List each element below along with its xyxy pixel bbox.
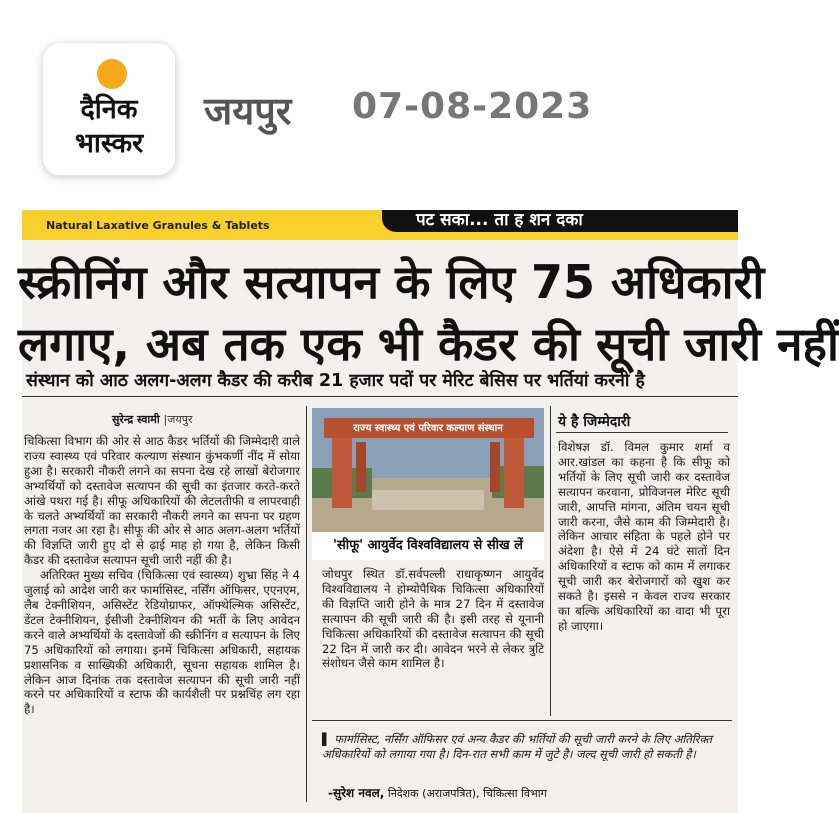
quote-divider [312,720,732,721]
quote-marker-icon: ▌ [322,732,331,746]
body-paragraph-1: चिकित्सा विभाग की ओर से आठ कैडर भर्तियों की जिम्मेदारी वाले राज्य स्वास्थ्य एवं परिवार कल्याण संस्थान कुंभकर्णी नींद में सोया हुआ है। सरकारी नौकरी लगने का सपना देख रहे लाखों बेरोजगार अभ्यर्थियों को दस्तावेज सत्यापन की सूची का इंतजार करते-करते आंखे पथरा गई है। सीफू अधिकारियों की लेटलतीफी व लापरवाही के चलते अभ्यर्थियों का सरकारी नौकरी लगने का सपना पर ग्रहण लगता नजर आ रहा है। सीफू की ओर से आठ अलग-अलग भर्तियों की विज्ञप्ति जारी हुए दो से ढ़ाई माह हो गया है, लेकिन किसी कैडर की दस्तावेज सत्यापन सूची जारी नहीं की है। [24,434,300,568]
headline-line-1: स्क्रीनिंग और सत्यापन के लिए 75 अधिकारी [18,255,765,309]
body-paragraph-2: अतिरिक्त मुख्य सचिव (चिकित्सा एवं स्वास्थ्य) शुभ्रा सिंह ने 4 जुलाई को आदेश जारी कर फार्मासिस्ट, नर्सिंग ऑफिसर, एएनएम, लैब टेक्नीशियन, असिस्टेंट रेडियोग्राफर, ऑफ्थेल्मिक असिस्टेंट, डेंटल टेक्नीशियन, ईसीजी टेक्नीशियन की भर्ती के लिए आवेदन करने वाले अभ्यर्थियों के दस्तावेजों की स्क्रीनिंग व सत्यापन के लिए 75 अधिकारियों को लगाया। इनमें चिकित्सा अधिकारी, सहायक प्रशासनिक व साख्यिकी अधिकारी, सूचना सहायक शामिल है। लेकिन आज दिनांक तक दस्तावेज सत्यापन की सूची जारी नहीं करने पर अधिकारियों व स्टाफ की कार्यशैली पर प्रश्नचिंह लग रहा है। [24,568,300,717]
quote-attribution [328,784,547,801]
quote-name: -सुरेश नवल, [328,786,385,800]
logo-text-line2: भास्कर [74,128,144,159]
subheadline: संस्थान को आठ अलग-अलग कैडर की करीब 21 हजार पदों पर मेरिट बेसिस पर भर्तियां करनी है [26,371,645,391]
newspaper-clipping [18,210,839,813]
date-label: 07-08-2023 [352,86,593,127]
byline-place: |जयपुर [163,413,193,426]
institute-gate-photo [312,408,544,532]
byline [112,412,193,427]
quote-text: फार्मासिस्ट, नर्सिंग ऑफिसर एवं अन्य कैडर की भर्तियों की सूची जारी करने के लिए अतिरिक्त अधिकारियों को लगाया गया है। दिन-रात सभी काम में जुटे है। जल्द सूची जारी हो सकती है। [322,732,713,761]
dainik-bhaskar-logo[interactable] [42,42,176,176]
headline-line-2: लगाए, अब तक एक भी कैडर की सूची जारी नहीं [18,317,839,371]
ad-tagline-text: पट सका... ता ह शन दका [416,210,583,230]
responsibility-heading: ये है जिम्मेदारी [558,414,631,430]
quote-role: निदेशक (अराजपत्रित), चिकित्सा विभाग [387,787,547,800]
logo-text-line1: दैनिक [80,94,138,125]
app-header [0,0,738,200]
ad-product-text: Natural Laxative Granules & Tablets [46,219,270,232]
responsibility-text: विशेषज्ञ डॉ. विमल कुमार शर्मा व आर.खांडल का कहना है कि सीफू को भर्तियों के लिए सूची जारी कर दस्तावेज सत्यापन करवाना, प्रोविजनल मेरिट सूची जारी, आपत्ति मांगना, अंतिम चयन सूची जारी करना, जैसे काम की जिम्मेदारी है। लेकिन आचार संहिता के पहले होने पर अंदेशा है। ऐसे में 24 घंटे सातों दिन अधिकारियों व स्टाफ को काम में लगाकर सूची जारी कर बेरोजगारों को खुश कर सकते है। इससे न केवल राज्य सरकार का बल्कि अधिकारियों का वादा भी पूरा हो जाएगा। [558,440,730,633]
ad-banner [22,210,738,240]
byline-name: सुरेन्द्र स्वामी [112,413,160,426]
photo-caption: 'सीफू' आयुर्वेद विश्वविद्यालय से सीख लें [312,532,544,560]
column-divider-2 [550,406,551,716]
divider [22,396,738,397]
ad-tagline-box [382,210,738,232]
sun-icon [97,59,127,89]
column-divider [306,406,307,802]
article-body-left [24,434,300,717]
heading-underline [556,432,728,433]
mid-column-text: जोधपुर स्थित डॉ.सर्वपल्ली राधाकृष्णन आयुर्वेद विश्वविद्यालय ने होम्योपैथिक चिकित्सा अधिकारियों की विज्ञप्ति जारी होने के मात्र 27 दिन में दस्तावेज सत्यापन की सूची जारी की है। इसी तरह से यूनानी चिकित्सा अधिकारियों की दस्तावेज सत्यापन की सूची 22 दिन में जारी कर दी। आवेदन भरने से लेकर त्रुटि संशोधन जैसे काम शामिल है। [322,567,544,671]
city-label: जयपुर [204,89,292,133]
official-quote [322,732,732,762]
gate-sign-text: राज्य स्वास्थ्य एवं परिवार कल्याण संस्थान [353,423,503,434]
